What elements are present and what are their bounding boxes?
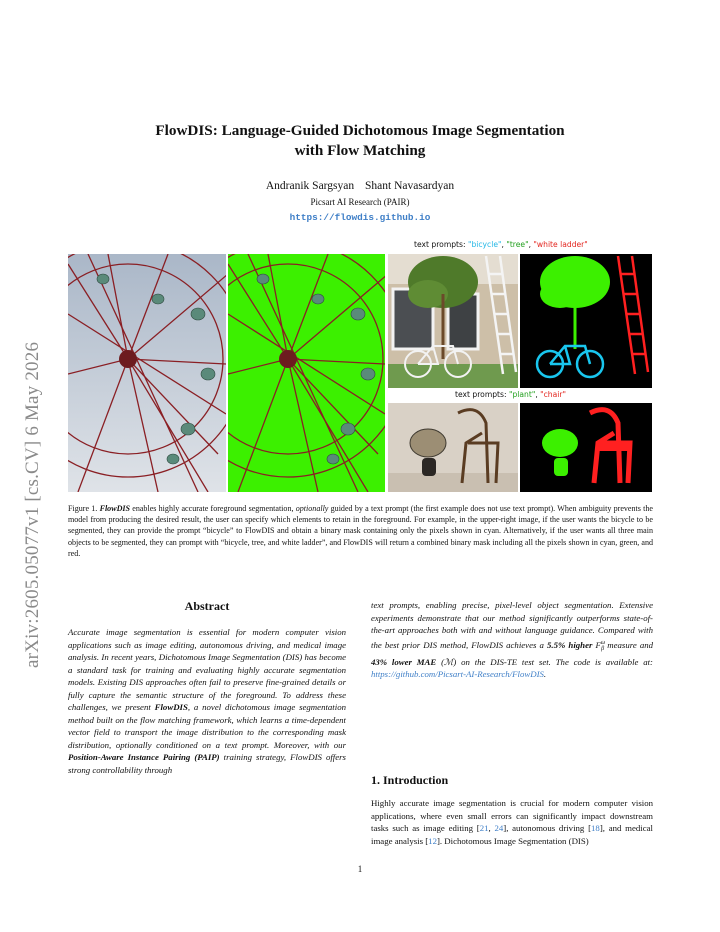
abstract-metric-2: 43% lower MAE — [371, 656, 437, 667]
prompt-prefix: text prompts: — [455, 390, 509, 399]
prompt-white-ladder: "white ladder" — [533, 240, 588, 249]
title-line-2: with Flow Matching — [294, 142, 426, 159]
arxiv-identifier-stamp: arXiv:2605.05077v1 [cs.CV] 6 May 2026 — [22, 341, 43, 668]
caption-label: Figure 1. — [68, 504, 98, 513]
caption-text: enables highly accurate foreground segmentation, — [130, 504, 296, 513]
abstract-text: measure and — [604, 639, 654, 650]
citation-link[interactable]: 18 — [591, 823, 600, 833]
prompt-prefix: text prompts: — [414, 240, 468, 249]
citation-link[interactable]: 12 — [428, 835, 437, 846]
figure-prompt-label-1 — [414, 240, 588, 249]
intro-heading: 1. Introduction — [371, 773, 449, 787]
title-line-1: FlowDIS: Language-Guided Dichotomous Image Segmentation — [155, 122, 565, 139]
caption-method-name: FlowDIS — [99, 504, 130, 513]
abstract-text: training strategy, FlowDIS offers strong controllability through — [68, 752, 346, 775]
author-2: Shant Navasardyan — [365, 180, 455, 192]
figure-caption — [68, 503, 653, 559]
project-url-link[interactable]: https://flowdis.github.io — [289, 212, 431, 223]
abstract-text: , a novel dichotomous image segmentation method built on the flow matching framework, which learns a time-dependent vector field to transport the image distribution to the corresponding mask distribution, optionally conditioned on a text prompt. Moreover, with our — [68, 702, 346, 750]
figure-ferris-wheel-green-composite — [228, 254, 385, 492]
author-1: Andranik Sargsyan — [265, 180, 355, 192]
affiliation: Picsart AI Research (PAIR) — [310, 197, 410, 207]
author-list — [0, 180, 720, 192]
abstract-paip: Position-Aware Instance Pairing (PAIP) — [68, 752, 220, 762]
abstract-continued — [371, 599, 653, 681]
figure-plant-chair-photo — [388, 403, 518, 492]
caption-emphasis: optionally — [295, 504, 329, 513]
abstract-heading: Abstract — [184, 599, 230, 613]
abstract-text: . — [543, 669, 547, 680]
intro-text: ], autonomous driving [ — [503, 823, 592, 833]
paper-title — [0, 121, 720, 161]
figure-ferris-wheel-photo — [68, 254, 226, 492]
page-number: 1 — [357, 864, 363, 874]
prompt-sep: , — [528, 240, 534, 249]
abstract-body — [68, 626, 346, 776]
prompt-tree: "tree" — [506, 240, 529, 249]
prompt-sep: , — [535, 390, 541, 399]
intro-text: ], and medical image analysis [ — [371, 823, 654, 846]
abstract-text: Accurate image segmentation is essential for modern computer vision applications such as image editing, autonomous driving, and medical image analysis. In recent years, Dichotomous Image Segmentation (DIS) has become a standard task for training and evaluating highly accurate segmentation models. Existing DIS approaches often fail to preserve fine-grained details or fully capture the semantic structure of the foreground. To address these challenges, we present — [68, 627, 346, 712]
prompt-sep: , — [501, 240, 507, 249]
intro-body — [371, 797, 653, 847]
intro-text: Highly accurate image segmentation is crucial for modern computer vision applications, where even small errors can significantly impact downstream tasks such as image editing [ — [371, 798, 653, 833]
figure-prompt-label-2 — [455, 390, 566, 399]
caption-text: guided by a text prompt (the first example does not use text prompt). When ambiguity prevents the model from producing the desired result, the user can specify which elements to retain in the foreground. For example, in the upper-right image, if the user wants the bicycle to be segmented, they can provide the prompt “bicycle” to FlowDIS and obtain a binary mask containing only the pixels shown in cyan. Alternatively, if the user wants all three main objects to be segmented, they can prompt with “bicycle, tree, and white ladder”, and FlowDIS will return a combined binary mask including all the pixels shown in cyan, green, and red. — [68, 504, 653, 558]
abstract-metric-1: 5.5% higher — [547, 639, 593, 650]
abstract-text: (ℳ) on the DIS-TE test set. The code is available at: — [436, 656, 653, 667]
abstract-text: text prompts, enabling precise, pixel-level object segmentation. Extensive experiments demonstrate that our method significantly outperforms state-of-the-art approaches both with and without language guidance. Compared with the best prior DIS method, FlowDIS achieves a — [371, 600, 653, 650]
intro-text: , — [488, 823, 495, 833]
code-link[interactable]: https://github.com/Picsart-AI-Research/FlowDIS — [371, 669, 544, 680]
figure-plant-chair-mask — [520, 403, 652, 492]
citation-link[interactable]: 21 — [479, 823, 489, 833]
prompt-bicycle: "bicycle" — [467, 240, 502, 249]
prompt-chair: "chair" — [540, 390, 566, 399]
abstract-text: F — [592, 639, 601, 650]
figure-bicycle-tree-ladder-photo — [388, 254, 518, 388]
intro-text: ]. Dichotomous Image Segmentation (DIS) — [436, 835, 589, 846]
abstract-sub: β — [601, 646, 605, 653]
prompt-plant: "plant" — [508, 390, 536, 399]
figure-bicycle-tree-ladder-mask — [520, 254, 652, 388]
citation-link[interactable]: 24 — [494, 823, 504, 833]
abstract-sup: ω — [600, 639, 606, 646]
abstract-method-name: FlowDIS — [154, 702, 188, 712]
